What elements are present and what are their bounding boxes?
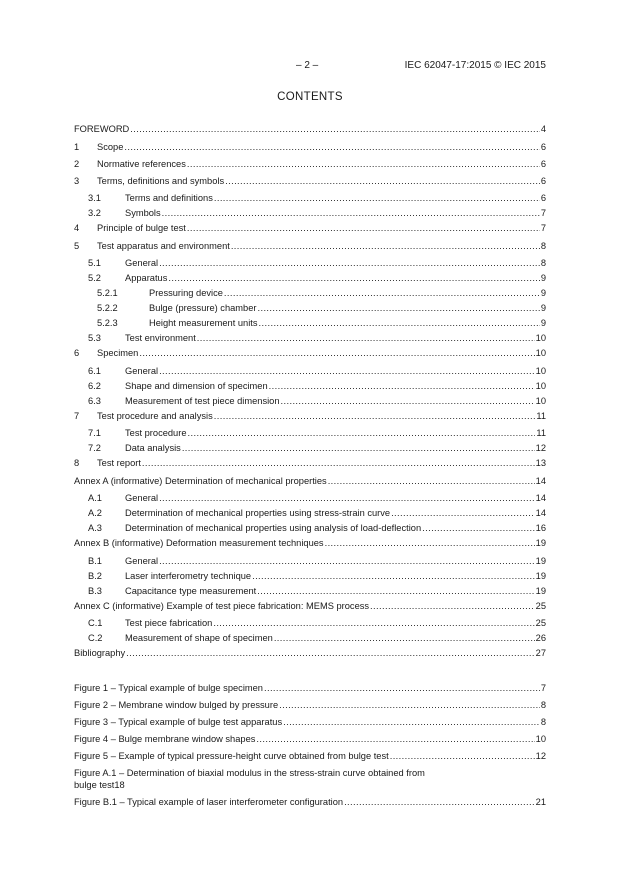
toc-page-number: 7 (540, 223, 546, 233)
toc-page-number: 13 (535, 458, 546, 468)
dot-leader (264, 682, 540, 694)
toc-entry-c-1[interactable] (74, 617, 546, 629)
toc-label: Test report (97, 458, 141, 468)
toc-page-number: 10 (535, 348, 546, 358)
toc-page-number: 6 (540, 142, 546, 152)
toc-label: Test apparatus and environment (97, 241, 230, 251)
dot-leader (325, 537, 535, 549)
dot-leader (187, 222, 540, 234)
toc-entry-6[interactable] (74, 347, 546, 359)
figure-entry-b-1[interactable] (74, 796, 546, 808)
toc-label: Determination of mechanical properties using stress-strain curve (125, 508, 391, 518)
toc-label: Determination of mechanical properties using analysis of load-deflection (125, 523, 422, 533)
toc-entry-6-2[interactable] (74, 380, 546, 392)
toc-entry-1[interactable] (74, 141, 546, 153)
toc-number: 5 (74, 241, 80, 251)
toc-entry-7[interactable] (74, 410, 546, 422)
toc-label: Capacitance type measurement (125, 586, 257, 596)
toc-page-number: 10 (535, 381, 546, 391)
toc-label: General (125, 556, 159, 566)
toc-entry-2[interactable] (74, 158, 546, 170)
toc-number: 3 (74, 176, 80, 186)
dot-leader (391, 507, 535, 519)
dot-leader (231, 240, 540, 252)
toc-number: B.1 (88, 556, 102, 566)
toc-number: C.1 (88, 618, 103, 628)
dot-leader (225, 175, 540, 187)
toc-label: FOREWORD (74, 124, 130, 134)
toc-label: Specimen (97, 348, 139, 358)
toc-entry-3-1[interactable] (74, 192, 546, 204)
toc-number: 6.1 (88, 366, 101, 376)
dot-leader (126, 647, 534, 659)
toc-number: 6.3 (88, 396, 101, 406)
toc-entry-5-3[interactable] (74, 332, 546, 344)
toc-label: Figure 4 – Bulge membrane window shapes (74, 734, 256, 744)
toc-page-number: 19 (535, 556, 546, 566)
toc-label: Figure 5 – Example of typical pressure-height curve obtained from bulge test (74, 751, 389, 761)
dot-leader (344, 796, 535, 808)
toc-entry-5-2[interactable] (74, 272, 546, 284)
toc-label: Terms, definitions and symbols (97, 176, 225, 186)
dot-leader (257, 585, 534, 597)
toc-label: Test procedure (125, 428, 187, 438)
standard-reference: IEC 62047-17:2015 © IEC 2015 (404, 60, 546, 71)
toc-number: 5.2.3 (97, 318, 118, 328)
toc-label: Test environment (125, 333, 196, 343)
toc-label: Apparatus (125, 273, 168, 283)
toc-label: Bibliography (74, 648, 126, 658)
toc-entry-5-2-1[interactable] (74, 287, 546, 299)
toc-page-number: 26 (535, 633, 546, 643)
toc-entry-bibliography[interactable] (74, 647, 546, 659)
toc-page-number: 19 (535, 586, 546, 596)
toc-number: 3.2 (88, 208, 101, 218)
toc-page-number: 6 (540, 159, 546, 169)
figure-entry-a-1[interactable] (74, 767, 546, 791)
toc-page-number: 8 (540, 700, 546, 710)
toc-entry-7-2[interactable] (74, 442, 546, 454)
figure-entry-3[interactable] (74, 716, 546, 728)
toc-label: Normative references (97, 159, 186, 169)
dot-leader (197, 332, 535, 344)
dot-leader (214, 192, 540, 204)
toc-page-number: 11 (536, 428, 546, 438)
toc-label: Figure 1 – Typical example of bulge specimen (74, 683, 263, 693)
toc-label: General (125, 366, 159, 376)
dot-leader (182, 442, 535, 454)
toc-page-number: 8 (540, 241, 546, 251)
toc-number: B.2 (88, 571, 102, 581)
dot-leader (124, 141, 539, 153)
toc-label: Laser interferometry technique (125, 571, 252, 581)
toc-entry-8[interactable] (74, 457, 546, 469)
toc-entry-annex-b[interactable] (74, 537, 546, 549)
toc-page-number: 21 (535, 797, 546, 807)
toc-label: Test piece fabrication (125, 618, 213, 628)
dot-leader (279, 699, 540, 711)
toc-page-number: 16 (535, 523, 546, 533)
dot-leader (224, 287, 540, 299)
dot-leader (139, 347, 534, 359)
toc-page-number: 12 (535, 443, 546, 453)
toc-page-number: 10 (535, 333, 546, 343)
toc-page-number: 9 (540, 303, 546, 313)
toc-entry-7-1[interactable] (74, 427, 546, 439)
dot-leader (142, 457, 535, 469)
toc-label: Measurement of shape of specimen (125, 633, 273, 643)
toc-entry-5-2-3[interactable] (74, 317, 546, 329)
toc-entry-6-1[interactable] (74, 365, 546, 377)
toc-number: 6 (74, 348, 80, 358)
figure-entry-a-1-line2: bulge test (74, 780, 115, 790)
dot-leader (188, 427, 536, 439)
toc-page-number: 11 (536, 411, 546, 421)
toc-page-number: 27 (535, 648, 546, 658)
toc-number: 3.1 (88, 193, 101, 203)
toc-number: 5.3 (88, 333, 101, 343)
toc-entry-6-3[interactable] (74, 395, 546, 407)
toc-page-number: 19 (535, 538, 546, 548)
toc-entry-a-1[interactable] (74, 492, 546, 504)
dot-leader (283, 716, 540, 728)
dot-leader (159, 365, 535, 377)
toc-entry-5-1[interactable] (74, 257, 546, 269)
toc-entry-annex-c[interactable] (74, 600, 546, 612)
dot-leader (328, 475, 535, 487)
toc-entry-annex-a[interactable] (74, 475, 546, 487)
toc-page-number: 14 (535, 508, 546, 518)
toc-label: Terms and definitions (125, 193, 213, 203)
figure-entry-5[interactable] (74, 750, 546, 762)
toc-page-number: 9 (540, 288, 546, 298)
dot-leader (281, 395, 535, 407)
toc-label: Annex B (informative) Deformation measurement techniques (74, 538, 324, 548)
toc-label: Test procedure and analysis (97, 411, 213, 421)
toc-label: General (125, 493, 159, 503)
toc-number: 8 (74, 458, 80, 468)
dot-leader (390, 750, 535, 762)
toc-number: 5.2.1 (97, 288, 118, 298)
toc-number: 7.2 (88, 443, 101, 453)
toc-page-number: 7 (540, 208, 546, 218)
toc-number: A.3 (88, 523, 102, 533)
toc-entry-b-3[interactable] (74, 585, 546, 597)
toc-number: 5.2.2 (97, 303, 118, 313)
figure-entry-4[interactable] (74, 733, 546, 745)
toc-label: Bulge (pressure) chamber (149, 303, 257, 313)
toc-page-number: 8 (540, 258, 546, 268)
toc-entry-c-2[interactable] (74, 632, 546, 644)
toc-entry-foreword[interactable] (74, 123, 546, 135)
toc-number: 6.2 (88, 381, 101, 391)
toc-label: Annex C (informative) Example of test piece fabrication: MEMS process (74, 601, 370, 611)
toc-label: Pressuring device (149, 288, 223, 298)
toc-label: Figure 2 – Membrane window bulged by pressure (74, 700, 279, 710)
dot-leader (130, 123, 540, 135)
toc-page-number: 14 (535, 493, 546, 503)
toc-entry-4[interactable] (74, 222, 546, 234)
toc-entry-5-2-2[interactable] (74, 302, 546, 314)
toc-entry-3-2[interactable] (74, 207, 546, 219)
toc-label: Shape and dimension of specimen (125, 381, 268, 391)
dot-leader (252, 570, 535, 582)
dot-leader (370, 600, 535, 612)
toc-entry-5[interactable] (74, 240, 546, 252)
toc-entry-3[interactable] (74, 175, 546, 187)
toc-number: C.2 (88, 633, 103, 643)
toc-page-number: 12 (535, 751, 546, 761)
toc-number: 7 (74, 411, 80, 421)
toc-label: Principle of bulge test (97, 223, 186, 233)
toc-page-number: 10 (535, 396, 546, 406)
toc-label: Annex A (informative) Determination of mechanical properties (74, 476, 327, 486)
toc-page-number: 8 (540, 717, 546, 727)
toc-page-number: 9 (540, 318, 546, 328)
dot-leader (159, 492, 535, 504)
toc-label: Scope (97, 142, 124, 152)
toc-label: Figure 3 – Typical example of bulge test apparatus (74, 717, 283, 727)
dot-leader (259, 317, 540, 329)
toc-entry-a-2[interactable] (74, 507, 546, 519)
toc-page-number: 25 (535, 618, 546, 628)
dot-leader (159, 555, 535, 567)
dot-leader (257, 302, 539, 314)
dot-leader (269, 380, 535, 392)
toc-page-number: 9 (540, 273, 546, 283)
toc-label: General (125, 258, 159, 268)
figure-entry-1[interactable] (74, 682, 546, 694)
toc-number: 1 (74, 142, 80, 152)
toc-label: Measurement of test piece dimension (125, 396, 280, 406)
toc-label: Data analysis (125, 443, 181, 453)
toc-number: A.1 (88, 493, 102, 503)
dot-leader (256, 733, 534, 745)
toc-number: 5.1 (88, 258, 101, 268)
toc-number: 2 (74, 159, 80, 169)
toc-entry-b-2[interactable] (74, 570, 546, 582)
figure-entry-a-1-page: 18 (114, 780, 125, 790)
page-number: – 2 – (296, 60, 319, 71)
toc-entry-b-1[interactable] (74, 555, 546, 567)
toc-page-number: 7 (540, 683, 546, 693)
toc-number: 7.1 (88, 428, 101, 438)
dot-leader (214, 410, 536, 422)
dot-leader (213, 617, 534, 629)
toc-page-number: 10 (535, 366, 546, 376)
dot-leader (422, 522, 535, 534)
toc-label: Symbols (125, 208, 161, 218)
figure-entry-a-1-line1: Figure A.1 – Determination of biaxial modulus in the stress-strain curve obtained from (74, 768, 425, 778)
toc-page-number: 6 (540, 176, 546, 186)
toc-number: 5.2 (88, 273, 101, 283)
toc-label: Height measurement units (149, 318, 258, 328)
toc-number: B.3 (88, 586, 102, 596)
page-title: CONTENTS (277, 91, 343, 103)
dot-leader (168, 272, 539, 284)
figure-entry-2[interactable] (74, 699, 546, 711)
toc-number: 4 (74, 223, 80, 233)
toc-number: A.2 (88, 508, 102, 518)
dot-leader (274, 632, 535, 644)
toc-page-number: 4 (540, 124, 546, 134)
dot-leader (187, 158, 540, 170)
toc-label: Figure B.1 – Typical example of laser interferometer configuration (74, 797, 344, 807)
toc-page-number: 10 (535, 734, 546, 744)
toc-page-number: 19 (535, 571, 546, 581)
toc-page-number: 6 (540, 193, 546, 203)
dot-leader (162, 207, 540, 219)
toc-entry-a-3[interactable] (74, 522, 546, 534)
dot-leader (159, 257, 540, 269)
toc-page-number: 14 (535, 476, 546, 486)
toc-page-number: 25 (535, 601, 546, 611)
